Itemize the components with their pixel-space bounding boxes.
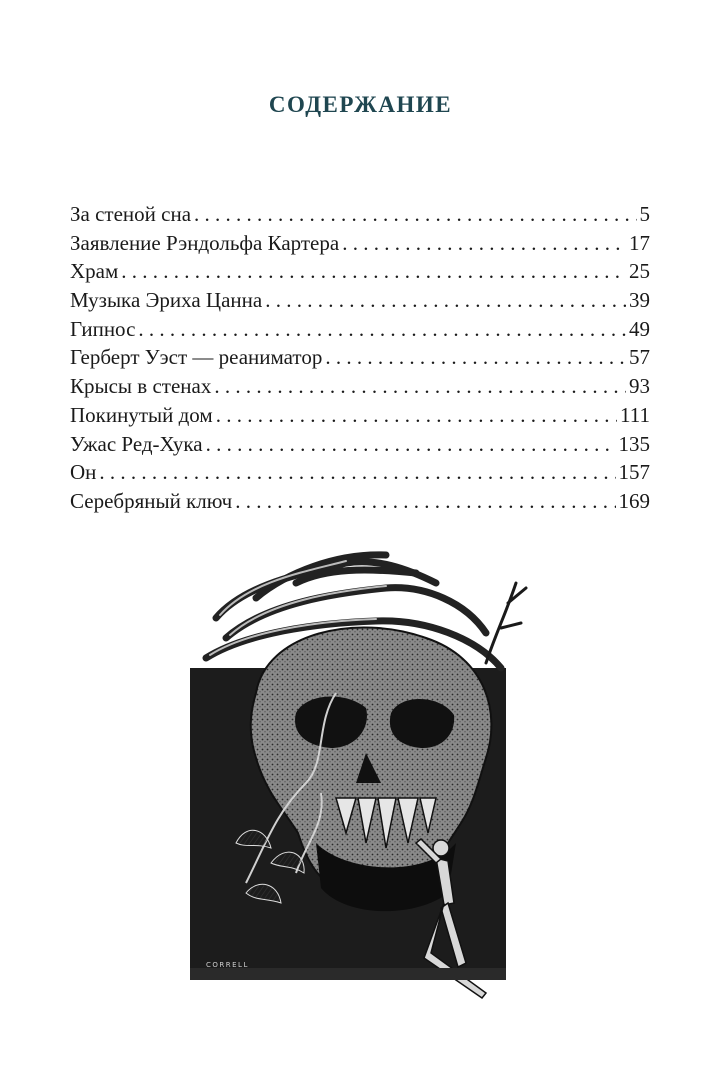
toc-dot-leader [216,401,617,430]
toc-entry-title: Гипнос [70,316,136,341]
toc-dot-leader [121,257,626,286]
toc-entry-page: 93 [629,374,650,399]
dead-branches [486,583,526,663]
toc-entry[interactable] [70,487,650,516]
toc-dot-leader [235,487,615,516]
toc-entry[interactable] [70,286,650,315]
toc-dot-leader [206,430,616,459]
toc-entry-title: Заявление Рэндольфа Картера [70,230,340,255]
ground-strip [190,968,506,980]
toc-entry-title: Крысы в стенах [70,374,212,399]
toc-entry[interactable] [70,430,650,459]
toc-dot-leader [138,315,626,344]
toc-entry-page: 5 [639,202,650,226]
page-title: СОДЕРЖАНИЕ [268,92,453,117]
toc-dot-leader [194,200,636,229]
toc-entry-title: Покинутый дом [70,402,213,427]
toc-entry-title: Ужас Ред-Хука [70,431,203,456]
table-of-contents [70,200,650,516]
toc-dot-leader [99,458,615,487]
toc-entry[interactable] [70,372,650,401]
toc-entry-page: 57 [629,345,650,370]
toc-entry[interactable] [70,257,650,286]
toc-entry-page: 111 [620,402,650,427]
toc-entry-page: 39 [629,288,650,313]
toc-dot-leader [325,343,626,372]
toc-entry-page: 25 [629,259,650,284]
toc-entry[interactable] [70,200,650,229]
skull-illustration [186,543,546,1003]
toc-entry-title: Он [70,460,97,485]
toc-entry-title: Герберт Уэст — реаниматор [70,345,323,370]
artist-signature: CORRELL [206,961,249,969]
toc-entry-title: Музыка Эриха Цанна [70,288,263,313]
toc-dot-leader [342,229,626,258]
toc-entry[interactable] [70,458,650,487]
toc-entry-title: За стеной сна [70,202,192,226]
toc-entry[interactable] [70,229,650,258]
toc-entry-page: 49 [629,316,650,341]
toc-entry-page: 157 [618,460,650,485]
toc-entry-page: 135 [618,431,650,456]
toc-dot-leader [265,286,626,315]
toc-entry[interactable] [70,315,650,344]
toc-entry-title: Храм [70,259,119,284]
toc-dot-leader [214,372,626,401]
toc-entry[interactable] [70,401,650,430]
toc-entry-page: 17 [629,230,650,255]
toc-entry-title: Серебряный ключ [70,488,233,513]
toc-entry[interactable] [70,343,650,372]
toc-entry-page: 169 [618,488,650,513]
